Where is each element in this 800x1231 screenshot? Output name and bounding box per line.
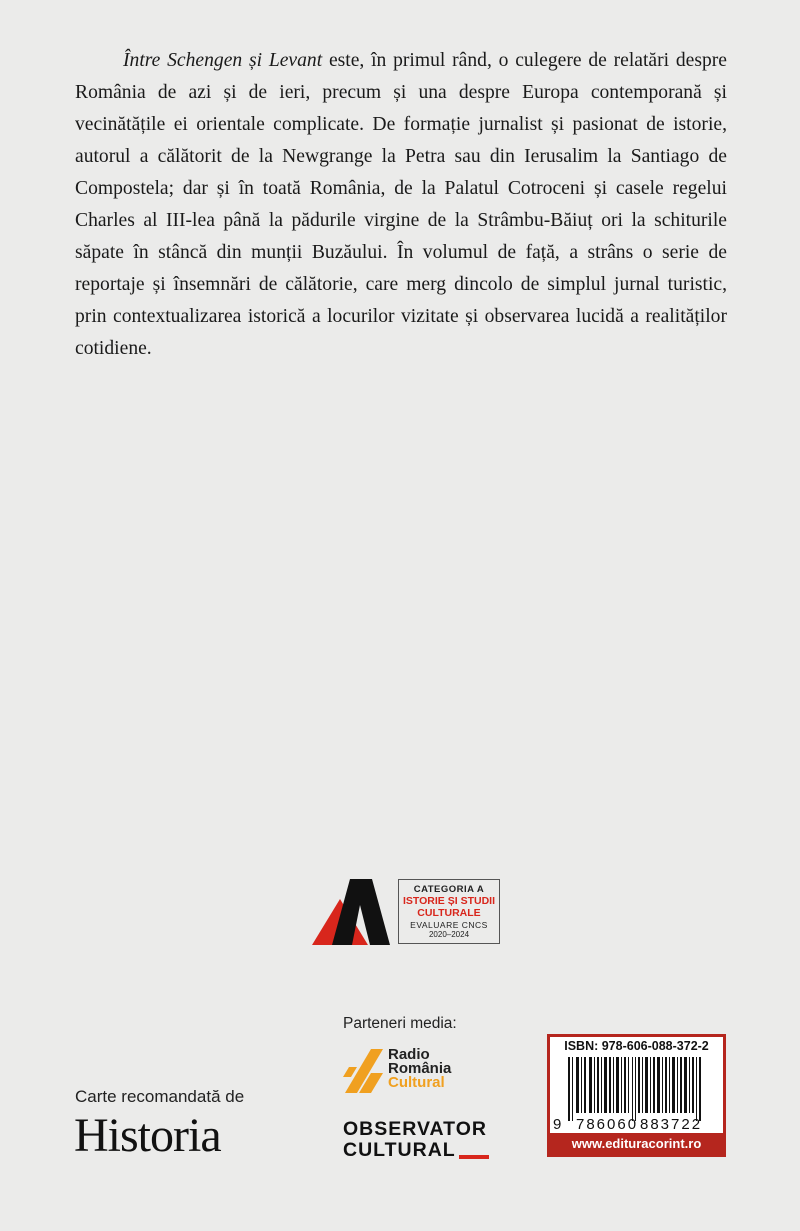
barcode-digits-right: 883722	[640, 1116, 703, 1133]
media-partners-label: Parteneri media:	[343, 1015, 457, 1032]
radio-line3: Cultural	[388, 1074, 445, 1091]
cncs-category-badge	[312, 877, 502, 947]
barcode-digit-first: 9	[553, 1116, 562, 1133]
cncs-evaluation: EVALUARE CNCS	[410, 920, 488, 930]
radio-romania-cultural-logo	[343, 1047, 483, 1097]
radio-logo-text	[388, 1048, 451, 1090]
cncs-category: CATEGORIA A	[413, 884, 485, 895]
barcode-digits-left: 786060	[576, 1116, 639, 1133]
radio-wave-icon	[343, 1047, 385, 1095]
cncs-field-line2: CULTURALE	[417, 907, 481, 919]
blurb-text: este, în primul rând, o culegere de relatări despre România de azi și de ieri, precum și una despre Europa contemporană și vecinătățile ei orientale complicate. De formație jurnalist și pasionat de istorie, autorul a călătorit de la Newgrange la Petra sau din Ierusalim la Santiago de Compostela; dar și în toată România, de la Palatul Cotroceni și casele regelui Charles al III-lea până la pădurile virgine de la Strâmbu-Băiuț ori la schiturile săpate în stâncă din munții Buzăului. În volumul de față, a strâns o serie de reportaje și însemnări de călătorie, care merg dincolo de simplul jurnal turistic, prin contextualizarea istorică a locurilor vizitate și observarea lucidă a realităților cotidiene.	[75, 50, 727, 359]
book-title-italic: Între Schengen și Levant	[123, 50, 323, 71]
isbn-barcode-box	[547, 1034, 726, 1157]
cncs-years: 2020–2024	[428, 930, 470, 939]
cncs-text-box	[398, 879, 500, 944]
back-cover-blurb	[75, 45, 727, 365]
radio-line2: România	[388, 1060, 452, 1077]
recommended-by-label: Carte recomandată de	[75, 1087, 245, 1106]
radio-line1: Radio	[388, 1046, 430, 1063]
observator-line1: OBSERVATOR	[343, 1118, 487, 1140]
cncs-field-line1: ISTORIE ȘI STUDII	[403, 895, 495, 907]
observator-underline	[459, 1155, 489, 1159]
isbn-number: ISBN: 978-606-088-372-2	[564, 1039, 709, 1053]
observator-line2: CULTURAL	[343, 1139, 456, 1161]
publisher-website: www.edituracorint.ro	[550, 1133, 723, 1154]
historia-logo: Historia	[74, 1109, 221, 1162]
